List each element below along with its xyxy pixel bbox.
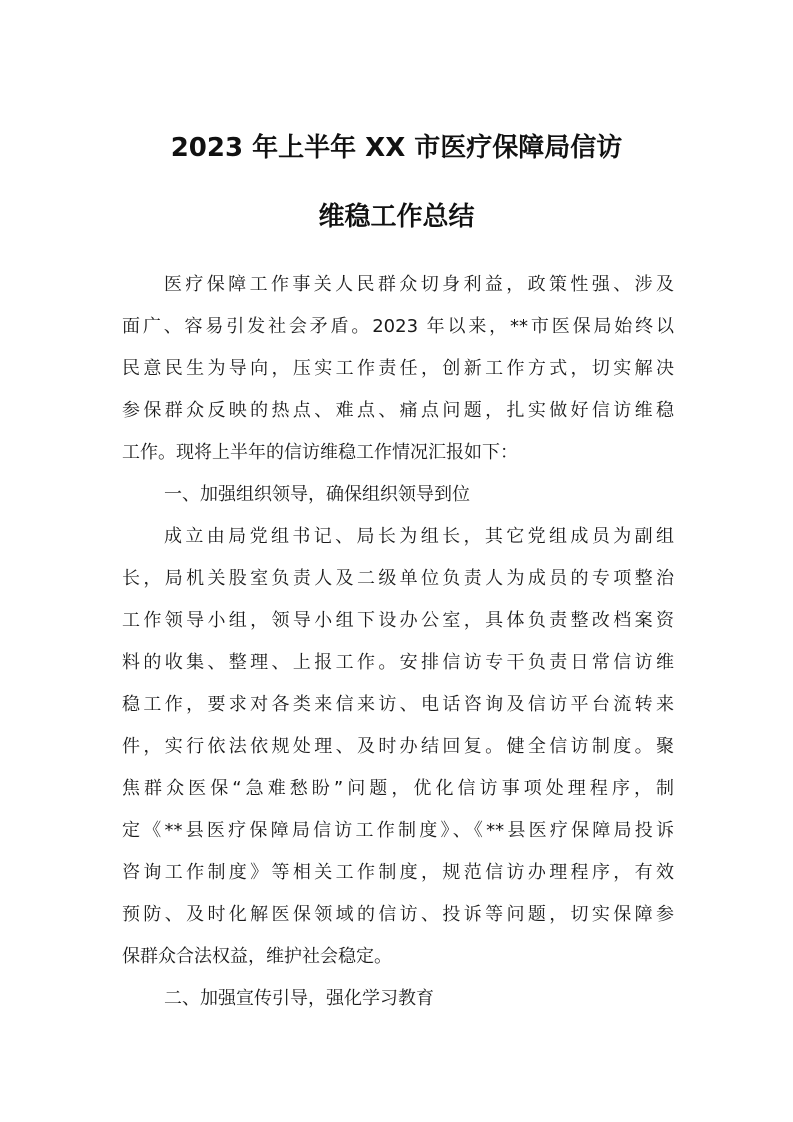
intro-paragraph-line: 医疗保障工作事关人民群众切身利益，政策性强、涉及: [164, 274, 674, 295]
section-1-paragraph-line: 件，实行依法依规处理、及时办结回复。健全信访制度。聚: [122, 736, 674, 757]
section-1-paragraph-line: 焦群众医保“急难愁盼”问题，优化信访事项处理程序，制: [122, 778, 674, 799]
section-1-paragraph-line: 咨询工作制度》等相关工作制度，规范信访办理程序，有效: [122, 862, 674, 883]
section-1-paragraph-line: 长，局机关股室负责人及二级单位负责人为成员的专项整治: [122, 568, 674, 589]
intro-paragraph-line: 参保群众反映的热点、难点、痛点问题，扎实做好信访维稳: [122, 400, 674, 421]
intro-paragraph-line: 工作。现将上半年的信访维稳工作情况汇报如下：: [122, 442, 518, 463]
document-title-line-2: 维稳工作总结: [318, 202, 475, 232]
section-1-paragraph-line: 工作领导小组，领导小组下设办公室，具体负责整改档案资: [122, 610, 674, 631]
section-1-paragraph-line: 成立由局党组书记、局长为组长，其它党组成员为副组: [164, 526, 674, 547]
section-1-heading: 一、加强组织领导，确保组织领导到位: [164, 484, 470, 505]
document-title-line-1: 2023 年上半年 XX 市医疗保障局信访: [170, 133, 623, 163]
section-1-paragraph-line: 定《**县医疗保障局信访工作制度》、《**县医疗保障局投诉: [122, 820, 674, 841]
section-1-paragraph-line: 料的收集、整理、上报工作。安排信访专干负责日常信访维: [122, 652, 674, 673]
intro-paragraph-line: 面广、容易引发社会矛盾。2023 年以来，**市医保局始终以: [122, 316, 674, 337]
section-2-heading: 二、加强宣传引导，强化学习教育: [164, 988, 434, 1009]
section-1-paragraph-line: 稳工作，要求对各类来信来访、电话咨询及信访平台流转来: [122, 694, 674, 715]
section-1-paragraph-line: 保群众合法权益，维护社会稳定。: [122, 946, 392, 967]
section-1-paragraph-line: 预防、及时化解医保领域的信访、投诉等问题，切实保障参: [122, 904, 674, 925]
intro-paragraph-line: 民意民生为导向，压实工作责任，创新工作方式，切实解决: [122, 358, 674, 379]
